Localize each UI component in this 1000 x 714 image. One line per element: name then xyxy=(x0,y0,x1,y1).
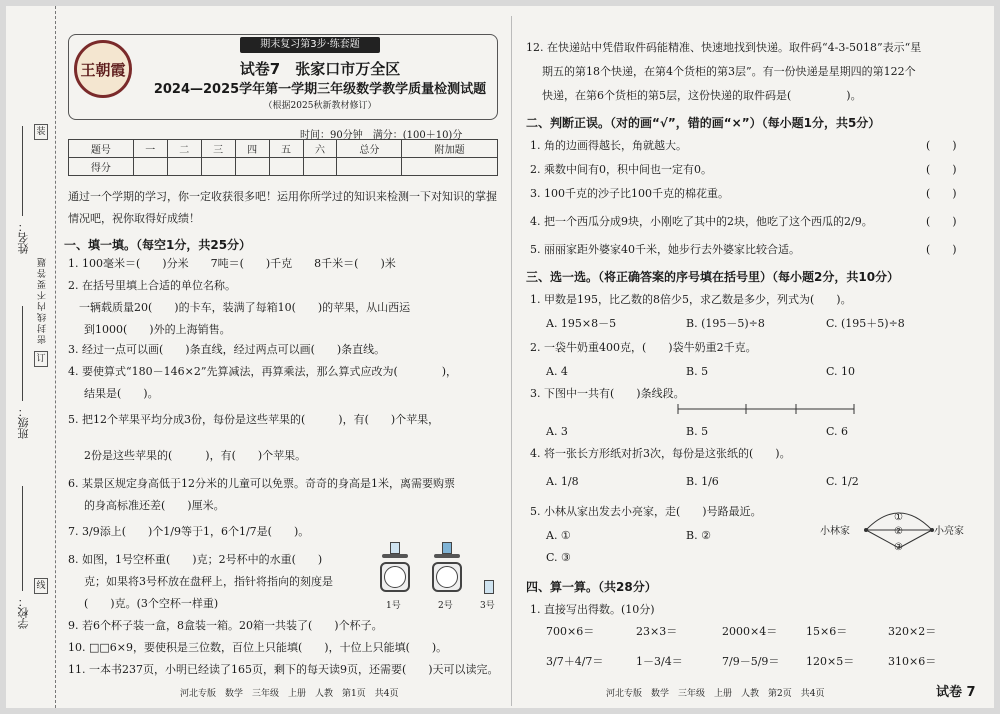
table-cell: 三 xyxy=(201,140,235,158)
score-cell[interactable] xyxy=(167,158,201,176)
choice-c: C. ③ xyxy=(546,551,571,564)
question: 3. 经过一点可以画( )条直线，经过两点可以画( )条直线。 xyxy=(68,343,386,356)
logo-text: 王朝霞 xyxy=(80,61,126,79)
table-cell: 附加题 xyxy=(402,140,498,158)
table-cell: 总分 xyxy=(337,140,402,158)
question: 9. 若6个杯子装一盒，8盒装一箱。20箱一共装了( )个杯子。 xyxy=(68,619,383,632)
judge-item: 4. 把一个西瓜分成9块，小刚吃了其中的2块，他吃了这个西瓜的2/9。 xyxy=(530,215,873,228)
score-table xyxy=(68,139,498,176)
footer-right: 河北专版 数学 三年级 上册 人教 第2页 共4页 xyxy=(606,689,825,699)
calc-item: 15×6＝ xyxy=(806,625,848,638)
question: 1. 100毫米＝( )分米 7吨＝( )千克 8千米＝( )米 xyxy=(68,257,396,270)
class-label: 班级： xyxy=(17,406,30,439)
question: 一辆载质量20( )的卡车，装满了每箱10( )的苹果，从山西运 xyxy=(68,301,411,314)
exam-note: （根据2025秋新教材修订） xyxy=(263,101,377,111)
question: 7. 3/9添上( )个1/9等于1，6个1/7是( )。 xyxy=(68,525,310,538)
choice-question: 4. 将一张长方形纸对折3次，每份是这张纸的( )。 xyxy=(530,447,791,460)
page-badge: 试卷 7 xyxy=(936,685,976,700)
question: ( )克。(3个空杯一样重) xyxy=(84,597,219,610)
seal-mark: 订 xyxy=(34,351,48,367)
choice-question: 2. 一袋牛奶重400克，( )袋牛奶重2千克。 xyxy=(530,341,757,354)
route-to: 小亮家 xyxy=(934,526,964,537)
answer-paren[interactable]: ( ) xyxy=(926,243,957,256)
calc-item: 120×5＝ xyxy=(806,655,855,668)
seal-mark: 装 xyxy=(34,124,48,140)
section-heading: 三、选一选。（将正确答案的序号填在括号里）（每小题2分，共10分） xyxy=(526,270,900,284)
school-line xyxy=(22,486,23,591)
question: 克；如果将3号杯放在盘秤上，指针将指向的刻度是 xyxy=(84,575,333,588)
question: 11. 一本书237页，小明已经读了165页，剩下的每天读9页，还需要( )天可以读完。 xyxy=(68,663,499,676)
table-cell: 六 xyxy=(303,140,337,158)
table-cell: 得分 xyxy=(69,158,134,176)
calc-item: 1－3/4＝ xyxy=(636,655,683,668)
route-3: ③ xyxy=(894,542,903,553)
choice-question: 1. 甲数是195，比乙数的8倍少5，求乙数是多少，列式为( )。 xyxy=(530,293,852,306)
choice-a: A. ① xyxy=(546,529,571,542)
exam-paper xyxy=(6,6,994,708)
score-cell[interactable] xyxy=(201,158,235,176)
choice-a: A. 4 xyxy=(546,365,568,378)
time-score: 时间：90分钟 满分：(100＋10)分 xyxy=(300,130,463,141)
question: 12. 在快递站中凭借取件码能精准、快速地找到快递。取件码“4-3-5018”表示“星 xyxy=(526,41,922,54)
page-divider xyxy=(511,16,512,706)
step-banner: 期末复习第3步·练套题 xyxy=(240,37,380,53)
segment-figure-icon xyxy=(676,402,856,416)
seal-note: 密封线内不要答题 xyxy=(38,256,48,344)
section-heading: 一、填一填。（每空1分，共25分） xyxy=(64,238,252,252)
choice-b: B. 5 xyxy=(686,365,709,378)
table-cell: 一 xyxy=(133,140,167,158)
choice-b: B. ② xyxy=(686,529,711,542)
choice-c: C. 1/2 xyxy=(826,475,859,488)
section-heading: 四、算一算。（共28分） xyxy=(526,580,657,594)
route-2: ② xyxy=(894,526,903,537)
answer-paren[interactable]: ( ) xyxy=(926,187,957,200)
choice-b: B. 1/6 xyxy=(686,475,719,488)
score-cell[interactable] xyxy=(269,158,303,176)
table-cell: 五 xyxy=(269,140,303,158)
question: 6. 某景区规定身高低于12分米的儿童可以免票。奇奇的身高是1米，离需要购票 xyxy=(68,477,455,490)
route-from: 小林家 xyxy=(820,526,850,537)
scale-1-icon xyxy=(378,554,412,594)
brand-logo xyxy=(74,40,132,98)
question: 结果是( )。 xyxy=(84,387,159,400)
table-row xyxy=(69,140,498,158)
table-cell: 题号 xyxy=(69,140,134,158)
scale-label: 3号 xyxy=(480,601,495,611)
question: 2份是这些苹果的( )，有( )个苹果。 xyxy=(84,449,307,462)
question: 5. 把12个苹果平均分成3份，每份是这些苹果的( )，有( )个苹果， xyxy=(68,413,440,426)
answer-paren[interactable]: ( ) xyxy=(926,139,957,152)
question: 10. □□6×9，要使积是三位数，百位上只能填( )，十位上只能填( )。 xyxy=(68,641,448,654)
calc-item: 700×6＝ xyxy=(546,625,595,638)
judge-item: 5. 丽丽家距外婆家40千米，她步行去外婆家比较合适。 xyxy=(530,243,800,256)
judge-item: 1. 角的边画得越长，角就越大。 xyxy=(530,139,687,152)
footer-left: 河北专版 数学 三年级 上册 人教 第1页 共4页 xyxy=(180,689,399,699)
answer-paren[interactable]: ( ) xyxy=(926,215,957,228)
scale-label: 1号 xyxy=(386,601,401,611)
calc-item: 310×6＝ xyxy=(888,655,937,668)
exam-title: 试卷7 张家口市万全区 xyxy=(239,60,401,78)
exam-subtitle: 2024—2025学年第一学期三年级数学教学质量检测试题 xyxy=(153,82,487,97)
score-cell[interactable] xyxy=(337,158,402,176)
name-label: 姓名： xyxy=(17,221,30,254)
cup-3-icon xyxy=(484,580,494,594)
score-cell[interactable] xyxy=(402,158,498,176)
seal-mark: 线 xyxy=(34,578,48,594)
question: 4. 要使算式“180－146×2”先算减法，再算乘法，那么算式应改为( )， xyxy=(68,365,458,378)
question: 2. 在括号里填上合适的单位名称。 xyxy=(68,279,236,292)
section-heading: 二、判断正误。（对的画“√”，错的画“×”）（每小题1分，共5分） xyxy=(526,116,881,130)
scale-label: 2号 xyxy=(438,601,453,611)
question: 快递，在第6个货柜的第5层，这份快递的取件码是( )。 xyxy=(542,89,862,102)
answer-paren[interactable]: ( ) xyxy=(926,163,957,176)
judge-item: 2. 乘数中间有0，积中间也一定有0。 xyxy=(530,163,712,176)
choice-question: 5. 小林从家出发去小亮家，走( )号路最近。 xyxy=(530,505,762,518)
scale-2-icon xyxy=(430,554,464,594)
calc-item: 7/9－5/9＝ xyxy=(722,655,780,668)
route-1: ① xyxy=(894,512,903,523)
seal-sidebar xyxy=(6,6,56,708)
question: 到1000( )外的上海销售。 xyxy=(84,323,231,336)
calc-item: 23×3＝ xyxy=(636,625,678,638)
choice-b: B. 5 xyxy=(686,425,709,438)
choice-c: C. 6 xyxy=(826,425,849,438)
choice-a: A. 1/8 xyxy=(546,475,579,488)
question: 8. 如图，1号空杯重( )克；2号杯中的水重( ) xyxy=(68,553,323,566)
class-line xyxy=(22,306,23,401)
choice-a: A. 3 xyxy=(546,425,568,438)
choice-b: B. (195－5)÷8 xyxy=(686,317,765,330)
calc-title: 1. 直接写出得数。(10分) xyxy=(530,603,655,616)
score-cell[interactable] xyxy=(303,158,337,176)
choice-c: C. (195＋5)÷8 xyxy=(826,317,905,330)
calc-item: 320×2＝ xyxy=(888,625,937,638)
choice-a: A. 195×8－5 xyxy=(546,317,617,330)
judge-item: 3. 100千克的沙子比100千克的棉花重。 xyxy=(530,187,729,200)
table-cell: 二 xyxy=(167,140,201,158)
intro-text: 通过一个学期的学习，你一定收获很多吧！运用你所学过的知识来检测一下对知识的掌握情况吧，祝你取得好成绩！ xyxy=(68,190,497,225)
table-cell: 四 xyxy=(235,140,269,158)
choice-c: C. 10 xyxy=(826,365,856,378)
score-cell[interactable] xyxy=(235,158,269,176)
name-line xyxy=(22,126,23,216)
school-label: 学校： xyxy=(17,596,30,629)
choice-question: 3. 下图中一共有( )条线段。 xyxy=(530,387,685,400)
table-row xyxy=(69,158,498,176)
question: 的身高标准还差( )厘米。 xyxy=(84,499,225,512)
calc-item: 3/7＋4/7＝ xyxy=(546,655,604,668)
question: 期五的第18个快递，在第4个货柜的第3层”。有一份快递是星期四的第122个 xyxy=(542,65,916,78)
score-cell[interactable] xyxy=(133,158,167,176)
calc-item: 2000×4＝ xyxy=(722,625,778,638)
